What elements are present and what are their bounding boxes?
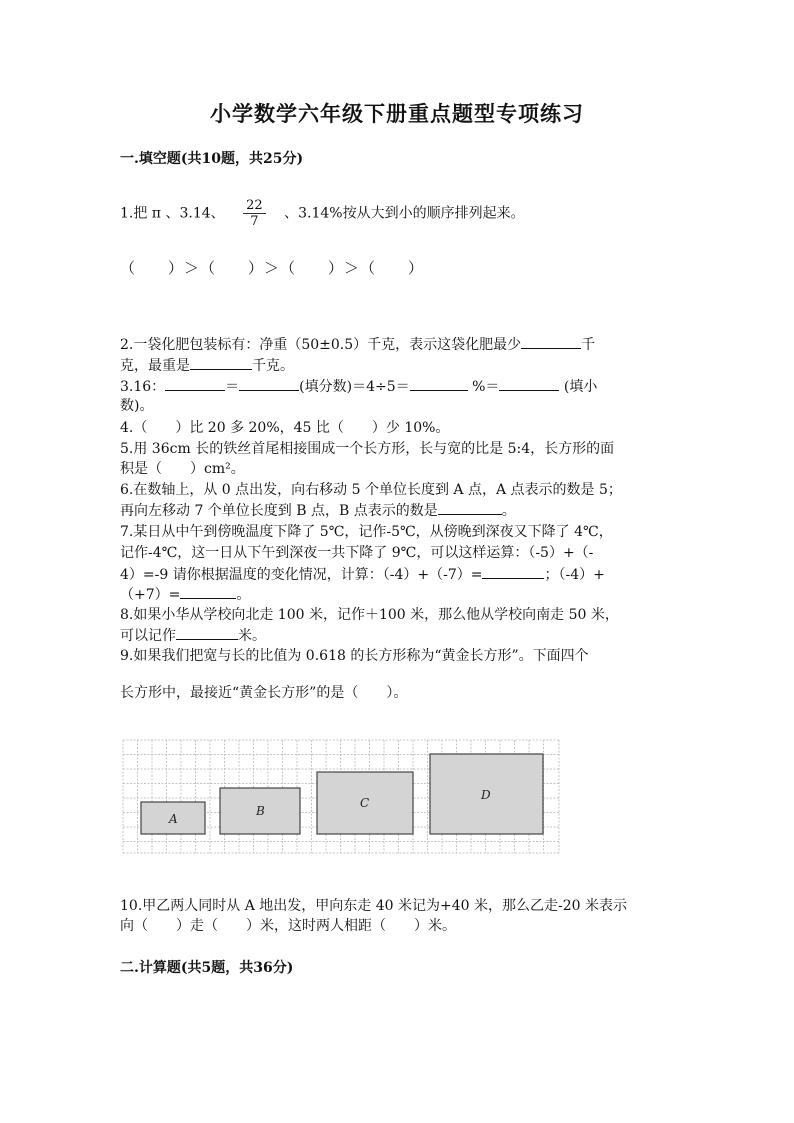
answer-blank[interactable] (438, 500, 502, 515)
q3-text: (填分数)＝4÷5＝ (299, 379, 410, 395)
answer-blank[interactable] (410, 376, 468, 391)
q3-text: %＝ (467, 379, 500, 395)
question-8-line-1: 8.如果小华从学校向北走 100 米，记作＋100 米，那么他从学校向南走 50 米， (120, 607, 619, 623)
question-8-line-2 (120, 625, 266, 646)
section-heading-calculation: 二.计算题(共5题，共36分) (120, 960, 294, 976)
q1-order-blanks: （ ）＞（ ）＞（ ）＞（ ） (120, 259, 425, 277)
question-7-line-1: 7.某日从中午到傍晚温度下降了 5℃，记作-5℃，从傍晚到深夜又下降了 4℃， (120, 524, 613, 540)
page-title: 小学数学六年级下册重点题型专项练习 (210, 101, 584, 126)
answer-blank[interactable] (190, 355, 252, 370)
rectangle-b-label: B (256, 804, 265, 818)
rectangle-c-label: C (360, 796, 370, 810)
fraction-denominator: 7 (250, 214, 259, 229)
question-4: 4.（ ）比 20 多 20%，45 比（ ）少 10%。 (120, 420, 450, 436)
answer-blank[interactable] (482, 564, 544, 579)
question-6-line-1: 6.在数轴上，从 0 点出发，向右移动 5 个单位长度到 A 点，A 点表示的数是 5； (120, 482, 622, 498)
question-2-line-2 (120, 355, 294, 376)
q7-text: ；（-4）+ (544, 567, 605, 583)
question-2-line-1 (120, 334, 595, 355)
q2-text: 克，最重是 (120, 358, 190, 374)
section-heading-fill-in: 一.填空题(共10题，共25分) (120, 151, 304, 167)
answer-blank[interactable] (499, 376, 559, 391)
q6-text: 再向左移动 7 个单位长度到 B 点，B 点表示的数是 (120, 503, 438, 519)
q3-text: ＝ (225, 379, 240, 395)
answer-blank[interactable] (239, 376, 299, 391)
answer-blank[interactable] (180, 584, 236, 599)
fraction-22-7 (243, 198, 266, 229)
q8-text: 可以记作 (120, 628, 176, 644)
answer-blank[interactable] (521, 334, 581, 349)
answer-blank[interactable] (165, 376, 225, 391)
q2-text: 千克。 (252, 358, 294, 374)
q2-text: 2.一袋化肥包装标有：净重（50±0.5）千克，表示这袋化肥最少 (120, 337, 522, 353)
question-10-line-1: 10.甲乙两人同时从 A 地出发，甲向东走 40 米记为+40 米，那么乙走-20 米表示 (120, 898, 627, 914)
rectangles-figure (118, 735, 564, 857)
question-5-line-1: 5.用 36cm 长的铁丝首尾相接围成一个长方形，长与宽的比是 5:4，长方形的面 (120, 441, 615, 457)
q8-text: 米。 (238, 628, 266, 644)
question-5-line-2: 积是（ ）cm²。 (120, 461, 245, 477)
q2-text: 千 (581, 337, 596, 353)
answer-blank[interactable] (176, 625, 238, 640)
q7-text: （+7）= (120, 587, 181, 603)
question-7-line-3 (120, 564, 605, 585)
question-10-line-2: 向（ ）走（ ）米，这时两人相距（ ）米。 (120, 918, 456, 934)
q1-text-pre: 1.把 π 、3.14、 (120, 205, 225, 222)
question-1 (120, 198, 525, 229)
question-7-line-2: 记作-4℃，这一日从下午到深夜一共下降了 9℃，可以这样运算：（-5）+（- (120, 545, 594, 561)
q3-text: 3.16： (120, 379, 166, 395)
q6-text: 。 (501, 503, 516, 519)
question-7-line-4 (120, 584, 250, 605)
q3-text: (填小 (559, 379, 598, 395)
q7-text: 4）=-9 请你根据温度的变化情况，计算：（-4）+（-7）= (120, 567, 483, 583)
q7-text: 。 (236, 587, 251, 603)
question-3-line-1 (120, 376, 597, 397)
rectangle-a-label: A (169, 812, 178, 826)
question-9-line-1: 9.如果我们把宽与长的比值为 0.618 的长方形称为“黄金长方形”。下面四个 (120, 648, 589, 664)
rectangle-d-label: D (481, 788, 491, 802)
fraction-numerator: 22 (243, 198, 266, 214)
question-6-line-2 (120, 500, 516, 521)
q1-text-post: 、3.14%按从大到小的顺序排列起来。 (284, 205, 525, 222)
question-9-line-2: 长方形中，最接近“黄金长方形”的是（ ）。 (120, 685, 408, 701)
question-3-line-2: 数)。 (120, 398, 154, 414)
